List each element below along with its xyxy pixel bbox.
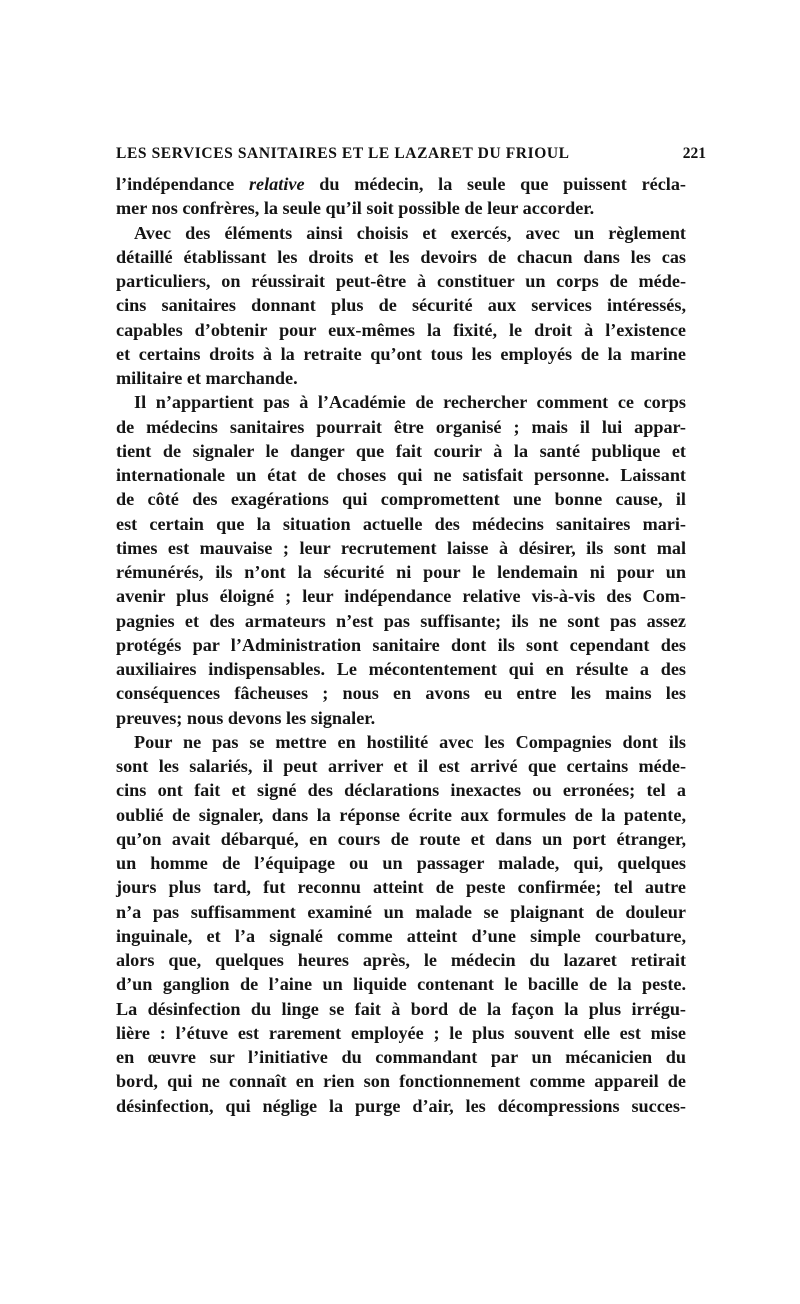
text-line: bord, qui ne connaît en rien son fonctionnement comme appareil de bbox=[116, 1071, 686, 1092]
text-line: protégés par l’Administration sanitaire dont ils sont cependant des bbox=[116, 634, 686, 655]
text-line: un homme de l’équipage ou un passager malade, qui, quelques bbox=[116, 853, 686, 873]
text-line: jours plus tard, fut reconnu atteint de peste confirmée; tel autre bbox=[116, 877, 686, 898]
text-line: times est mauvaise ; leur recrutement laisse à désirer, ils sont mal bbox=[116, 537, 686, 558]
text-line: n’a pas suffisamment examiné un malade se plaignant de douleur bbox=[116, 901, 686, 922]
text-line: d’un ganglion de l’aine un liquide contenant le bacille de la peste. bbox=[116, 974, 686, 995]
text-line: est certain que la situation actuelle des médecins sanitaires mari- bbox=[116, 513, 686, 534]
text-line: conséquences fâcheuses ; nous en avons eu entre les mains les bbox=[116, 683, 686, 704]
text-line: capables d’obtenir pour eux-mêmes la fixité, le droit à l’existence bbox=[116, 319, 686, 340]
body-text bbox=[116, 172, 686, 1118]
text-line: de côté des exagérations qui compromettent une bonne cause, il bbox=[116, 489, 686, 510]
text-line: preuves; nous devons les signaler. bbox=[116, 707, 376, 728]
text-line: rémunérés, ils n’ont la sécurité ni pour le lendemain ni pour un bbox=[116, 562, 686, 582]
text-line: La désinfection du linge se fait à bord de la façon la plus irrégu- bbox=[116, 998, 686, 1019]
text-line: tient de signaler le danger que fait courir à la santé publique et bbox=[116, 440, 686, 461]
text-line: auxiliaires indispensables. Le mécontentement qui en résulte a des bbox=[116, 659, 686, 679]
running-title: LES SERVICES SANITAIRES ET LE LAZARET DU FRIOUL bbox=[116, 145, 570, 162]
text-line: et certains droits à la retraite qu’ont tous les employés de la marine bbox=[116, 343, 686, 364]
italic-emphasis: relative bbox=[248, 174, 305, 194]
paragraph-start-line: Il n’appartient pas à l’Académie de rechercher comment ce corps bbox=[134, 392, 686, 413]
text-line: militaire et marchande. bbox=[116, 368, 298, 388]
text-line: oublié de signaler, dans la réponse écrite aux formules de la patente, bbox=[116, 804, 686, 825]
text-line: sont les salariés, il peut arriver et il est arrivé que certains méde- bbox=[116, 756, 686, 776]
page-number: 221 bbox=[682, 145, 706, 162]
text-line: désinfection, qui néglige la purge d’air, les décompressions succes- bbox=[116, 1095, 686, 1116]
paragraph-start-line: Avec des éléments ainsi choisis et exercés, avec un règlement bbox=[134, 222, 686, 243]
text-line: avenir plus éloigné ; leur indépendance relative vis-à-vis des Com- bbox=[116, 586, 686, 607]
text-line: alors que, quelques heures après, le médecin du lazaret retirait bbox=[116, 950, 686, 970]
text-line: particuliers, on réussirait peut-être à constituer un corps de méde- bbox=[116, 271, 686, 291]
text-line: cins ont fait et signé des déclarations inexactes ou erronées; tel a bbox=[116, 780, 686, 801]
text-line: qu’on avait débarqué, en cours de route et dans un port étranger, bbox=[116, 828, 686, 849]
text-line: en œuvre sur l’initiative du commandant par un mécanicien du bbox=[116, 1047, 686, 1067]
text-line: de médecins sanitaires pourrait être organisé ; mais il lui appar- bbox=[116, 416, 686, 437]
text-line: inguinale, et l’a signalé comme atteint d’une simple courbature, bbox=[116, 925, 686, 946]
text-line: pagnies et des armateurs n’est pas suffisante; ils ne sont pas assez bbox=[116, 610, 686, 631]
text-line: internationale un état de choses qui ne satisfait personne. Laissant bbox=[116, 465, 686, 485]
page-header bbox=[116, 145, 706, 169]
text-line: mer nos confrères, la seule qu’il soit possible de leur accorder. bbox=[116, 198, 595, 219]
text-line: cins sanitaires donnant plus de sécurité aux services intéressés, bbox=[116, 295, 686, 316]
text-line: l’indépendance relative du médecin, la seule que puissent récla- bbox=[116, 174, 686, 194]
paragraph-start-line: Pour ne pas se mettre en hostilité avec les Compagnies dont ils bbox=[134, 731, 686, 752]
text-line: détaillé établissant les droits et les devoirs de chacun dans les cas bbox=[116, 246, 686, 267]
text-line: lière : l’étuve est rarement employée ; le plus souvent elle est mise bbox=[116, 1022, 686, 1043]
